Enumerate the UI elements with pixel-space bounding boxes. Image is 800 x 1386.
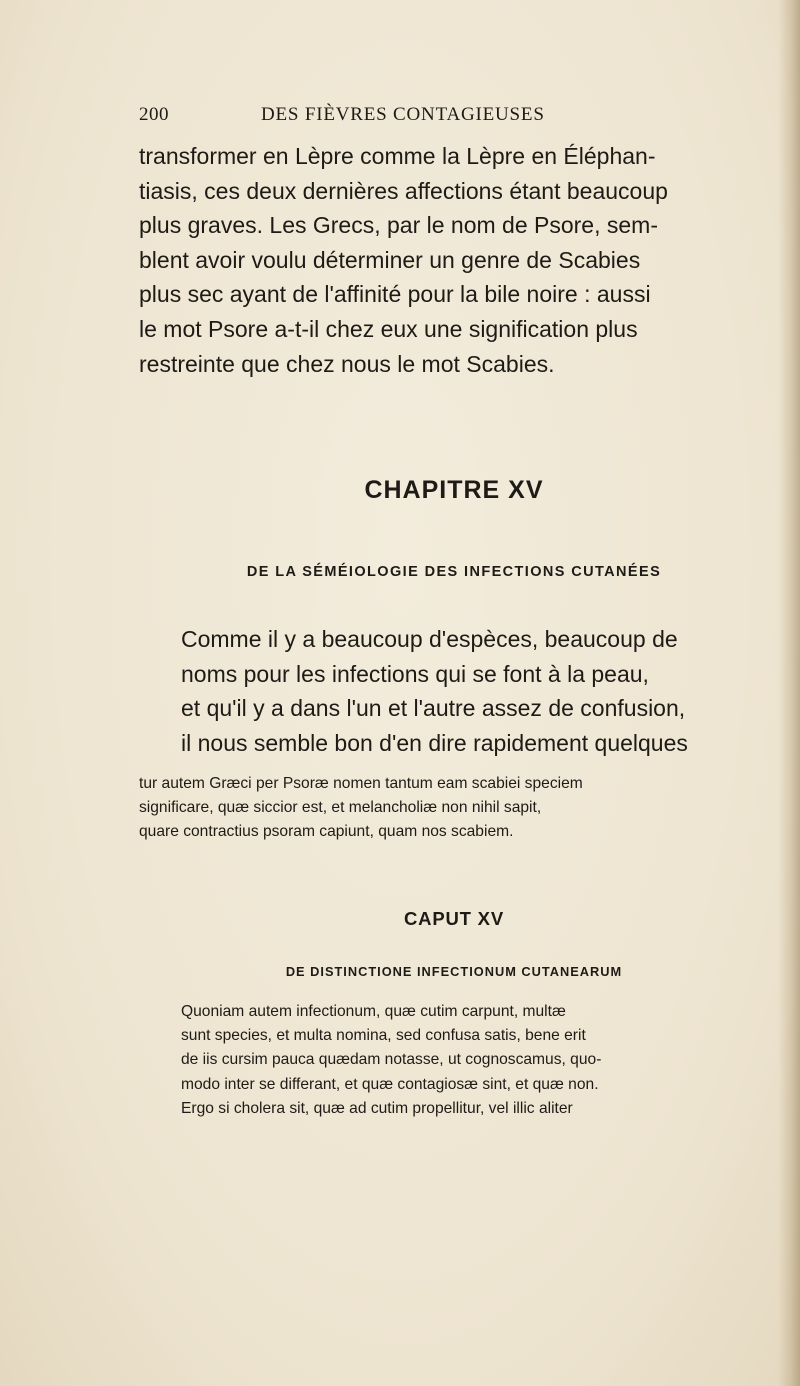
- text-line: et qu'il y a dans l'un et l'autre assez de confusion,: [181, 695, 686, 722]
- page-number: 200: [139, 104, 169, 125]
- latin-chapter-title: CAPUT XV: [404, 908, 504, 929]
- text-line: noms pour les infections qui se font à la peau,: [181, 660, 649, 687]
- french-chapter-subtitle: DE LA SÉMÉIOLOGIE DES INFECTIONS CUTANÉES: [246, 564, 662, 580]
- page-edge-shadow: [778, 0, 800, 1386]
- text-line: Ergo si cholera sit, quæ ad cutim propellitur, vel illic aliter: [181, 1099, 573, 1117]
- french-paragraph-2: [139, 622, 769, 760]
- text-line: transformer en Lèpre comme la Lèpre en Éléphan-: [139, 143, 656, 169]
- text-line: plus graves. Les Grecs, par le nom de Psore, sem-: [139, 212, 658, 239]
- text-line: Comme il y a beaucoup d'espèces, beaucoup de: [181, 626, 678, 652]
- text-line: significare, quæ siccior est, et melancholiæ non nihil sapit,: [139, 799, 542, 817]
- text-line: de iis cursim pauca quædam notasse, ut cognoscamus, quo-: [181, 1051, 602, 1069]
- text-line: modo inter se differant, et quæ contagiosæ sint, et quæ non.: [181, 1075, 599, 1093]
- french-chapter-title: CHAPITRE XV: [364, 476, 544, 504]
- french-paragraph-1: [139, 139, 769, 381]
- running-head: [139, 104, 609, 128]
- latin-paragraph-2: [139, 1000, 769, 1121]
- text-line: blent avoir voulu déterminer un genre de Scabies: [139, 246, 641, 273]
- text-line: plus sec ayant de l'affinité pour la bile noire : aussi: [139, 281, 651, 308]
- text-line: sunt species, et multa nomina, sed confusa satis, bene erit: [181, 1027, 586, 1045]
- text-line: tiasis, ces deux dernières affections étant beaucoup: [139, 177, 668, 204]
- text-line: restreinte que chez nous le mot Scabies.: [139, 350, 555, 377]
- text-line: il nous semble bon d'en dire rapidement quelques: [181, 729, 688, 756]
- text-line: Quoniam autem infectionum, quæ cutim carpunt, multæ: [181, 1003, 566, 1020]
- text-line: tur autem Græci per Psoræ nomen tantum eam scabiei speciem: [139, 775, 583, 792]
- latin-chapter-subtitle: DE DISTINCTIONE INFECTIONUM CUTANEARUM: [285, 964, 623, 979]
- text-line: quare contractius psoram capiunt, quam nos scabiem.: [139, 823, 514, 841]
- latin-paragraph-1: [139, 772, 769, 845]
- text-line: le mot Psore a-t-il chez eux une signification plus: [139, 315, 638, 342]
- running-title: DES FIÈVRES CONTAGIEUSES: [261, 104, 545, 125]
